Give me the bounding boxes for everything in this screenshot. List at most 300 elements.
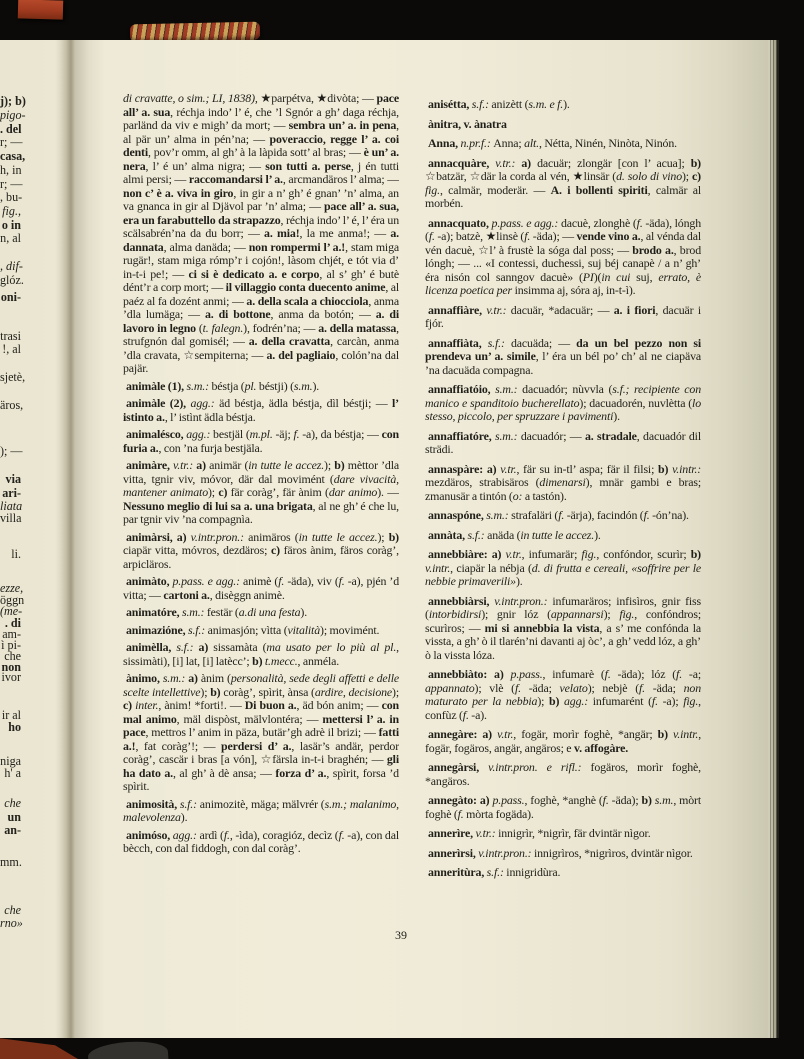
entry-text: b) [641,793,655,807]
facing-page-fragment: am- [2,627,21,641]
facing-page-fragment: . del [0,122,22,136]
headword: animosità, [126,796,178,811]
entry-text: dacuadór; — [520,428,585,443]
entry-text: -äj; [275,427,294,441]
headword: ànitra, [428,116,461,131]
entry-text: p.pass. [492,793,525,807]
dictionary-entry [123,624,399,638]
entry-text: f. [457,806,467,821]
entry-text: innigridùra. [506,865,561,879]
entry-text: , anma da botón; — [270,307,376,321]
entry-text: , stam miga rugär!, stam miga rómp’r i cojón!, làsom chjét, e tót via d’ in-t-i pe!; — [123,239,399,281]
entry-text: )( [593,269,602,284]
entry-text: v.tr. [505,547,522,561]
entry-text: fig. [683,694,699,708]
dictionary-entry [425,383,701,424]
dictionary-entry [425,761,701,788]
headword: animàto, [126,574,170,588]
entry-text: , mòrt foghè ( [425,793,701,821]
entry-text: f. [278,574,288,588]
dictionary-entry [425,529,701,543]
entry-text: s.f.: [484,865,507,879]
entry-text: , j én tutti almi persi; — [123,158,399,186]
entry-text: b) [334,458,348,472]
entry-text: , colón’na dal pajär. [123,347,399,375]
entry-text: -äda), viv ( [287,574,339,588]
entry-text: v.intr.pron.: [190,529,249,544]
entry-text: Di buon a. [244,698,297,712]
facing-page-fragment: liata [0,499,23,513]
entry-text: ); dacuadorén, nuvlètta ( [579,395,693,410]
entry-text: a) [172,529,191,544]
entry-text: cartoni a. [163,587,210,602]
entry-text: -ón’na). [652,508,689,522]
entry-text: c) [218,485,231,499]
headword: animatóre, [126,605,180,619]
entry-text: innigrìros, *nigrìros, dvintär nìgor. [533,845,693,860]
facing-page-fragment: äros, [0,398,24,412]
facing-page-fragment: ezze, [0,581,24,595]
entry-text: strafaläri ( [511,508,559,522]
dictionary-entry [425,728,701,755]
entry-text: v.tr.: [481,302,511,317]
entry-text: fig. [425,182,440,197]
entry-text: in tutte le accez. [520,527,595,542]
entry-text: vende vino a. [576,229,641,243]
entry-text: in tutte le accez. [248,458,325,472]
entry-text: -a); batzè, ★linsè ( [437,229,525,243]
entry-text: -a). [471,707,487,722]
entry-text: l’ istinto a. [123,396,399,424]
entry-text: , mäl dispòst, mälvlontéra; — [176,711,323,726]
entry-text: ( [198,320,203,335]
entry-text: s.m.: [184,378,212,393]
dictionary-entry [425,668,701,722]
book-cover-corner [0,1036,100,1059]
entry-text: errato, è licenza poetica per [425,269,701,297]
entry-text: s.f.; recipiente con manico e spanditoio bucherellato [425,382,701,410]
headword: annerìre, [428,826,473,840]
dictionary-entry [425,509,701,523]
headword: annàta, [428,527,465,542]
entry-text: p.pass. e agg.: [169,574,243,588]
entry-text: ☆batzär, ☆där la corda al vén, ★linsär ( [425,169,617,183]
entry-text: fig. [619,607,635,621]
entry-text: f. [676,667,689,681]
facing-page-fragment: pigo- [0,108,26,122]
headword: annaffiàta, [428,335,482,350]
facing-page-fragment: , bu- [0,190,23,204]
entry-text: appannato [425,680,475,695]
dictionary-entry [425,847,701,861]
entry-text: f. [636,215,646,230]
headword: annacquato, [428,215,489,230]
entry-text: a. i fiori [613,302,656,317]
dictionary-entry [425,137,701,151]
entry-text: f. [651,694,663,708]
facing-page-fragment: mm. [0,855,22,869]
entry-text: , al paéz al fa dozént anmi; — [123,280,399,308]
entry-text: , fat coràg’!; — [135,738,222,753]
dictionary-entry [123,641,399,668]
entry-text: -äda); — [532,229,577,243]
entry-text: färos ànim, färos coràg’, arpicläros. [123,543,399,571]
entry-text: sembra un’ a. in pena [288,118,397,132]
facing-page-fragment: non [1,660,21,674]
entry-text: poveraccio, regge l’ a. coi denti [123,131,399,159]
facing-page-fragment: (me- [0,604,23,618]
entry-text: s.m.: [159,671,189,685]
entry-text: PI [582,269,594,284]
entry-text: velato [559,680,588,695]
facing-page-fragment: che [4,903,21,917]
entry-text: , confóndor, scurìr; [596,547,691,561]
headword: annebbiàrsi, [428,593,490,608]
dictionary-entry [425,866,701,880]
entry-text: brodo a. [632,242,674,257]
entry-text: a) [196,458,210,472]
facing-page-fragment: , dif- [0,259,23,273]
entry-text: ardire, decisione [314,684,393,699]
entry-text: s.m.: [491,428,521,443]
entry-text: -äda); lóz ( [617,667,677,681]
entry-text: , brod lóngh; — ... «I contessi, duchessi, suj béj canapè / a n’ gh’ éra nisón col sanngov dacuè» ( [425,242,701,284]
entry-text: dare vivacità, mantener animato [123,471,399,499]
entry-text: ); [377,529,389,544]
entry-text: f. [223,827,230,842]
entry-text: b) [690,547,701,561]
entry-text: v.tr.: [169,458,197,472]
dictionary-text-block [123,92,701,938]
entry-text: , -ìda), coragióz, decìz ( [229,827,339,842]
entry-text: , alma danäda; — [163,239,249,254]
entry-text: suj, [636,269,659,284]
entry-text: non c’ è a. viva in giro [123,185,234,200]
entry-text: f. [524,229,533,243]
entry-text: mèttor ’dla vitta, tgnir viv, móvor, där dal movimént ( [123,458,399,486]
entry-text: , dacuadór dil strädi. [425,428,701,456]
entry-text: f. [639,680,653,695]
entry-text: , äd bón anim; — [296,698,382,712]
dictionary-entry [123,428,399,455]
entry-text: -a), con dal bècch, con dal fiddogh, con dal coràg’. [123,827,399,855]
entry-text: dacuadór; nùvvla ( [522,382,613,396]
entry-text: ); gnir lóz ( [481,607,551,621]
entry-text: a) [486,461,501,476]
entry-text: ), fodrén’na; — [243,320,319,335]
entry-text: , dacuär i fjór. [425,302,701,330]
entry-text: pl. [244,378,259,393]
entry-text: , al vénda dal vén dacuè, ☆l’ à frustè la sóga dal poss; — [425,229,701,257]
entry-text: raccomandarsi l’ a. [188,172,283,186]
dictionary-entry [123,459,399,527]
headword: annebbiàto: [428,667,495,681]
entry-text: , calmär, moderär. — [439,182,551,197]
entry-text: infumarént ( [592,694,652,708]
dictionary-entry [123,575,399,602]
entry-text: pace all’ a. sua [123,92,399,119]
entry-text: in tutte le accez. [298,529,378,544]
entry-text: con furia a. [123,427,399,455]
entry-text: , réchja indo’ l’ é, che ’l Sgnór a gh’ daga réchja, parländ da viv e migh’ da mort; — [123,104,399,132]
entry-text: f. [338,574,348,588]
dictionary-entry [123,606,399,620]
entry-text: agg.: [170,827,200,842]
dictionary-entry [425,595,701,663]
entry-text: a. del pagliaio [266,347,336,362]
headword: animóso, [126,827,171,842]
entry-text: a) [494,667,511,681]
entry-text: appannarsi [550,607,604,621]
entry-text: b) [658,461,673,476]
entry-text: fatti a.! [123,725,399,753]
entry-text: b) [690,155,701,170]
headword: annebbiàre: [428,547,492,561]
dictionary-entry [123,829,399,856]
entry-text: a. stradale [584,428,637,443]
facing-page-fragment: r; — [0,177,23,191]
entry-text: mettersi l’ a. in pace [123,711,399,739]
entry-text: fogäros, morìr foghè, *angäros. [425,760,701,788]
entry-text: v.tr.: [489,155,522,170]
entry-text: s.m.: [483,508,512,522]
entry-text: insimma aj, sóra aj, in-t-ì). [514,283,636,297]
entry-text: vitalità [287,622,321,637]
page-fore-edge [768,40,779,1038]
facing-page-fragment: li. [11,547,21,561]
entry-text: sissamàta ( [213,640,267,654]
entry-text: -äda; [652,680,684,695]
dictionary-entry [123,798,399,825]
entry-text: v.intr.pron.: [475,845,534,860]
entry-text: , réchja indo’ l’ é, l’ éra un scälsabrén’na da du borr; — [123,212,399,240]
book-cover-shadow [87,1039,168,1059]
entry-text: da un bel pezzo non si prendeva un’ a. simile [425,335,701,363]
entry-text: ); [392,684,399,699]
entry-text: , al s’ gh’ é butè dént’r a corp mort; — [123,266,399,294]
headword: anisétta, [428,97,470,111]
entry-text: festär ( [206,605,239,619]
entry-text: s.f.: [464,527,488,542]
entry-text: , sissimàti), [i] lat, [i] latècc’; [123,640,399,668]
dictionary-entry [425,827,701,841]
entry-text: , al gh’ à dè ansa; — [172,765,276,780]
dictionary-entry [123,92,399,376]
entry-text: , infumarè ( [542,667,605,681]
entry-text: f. [428,229,438,243]
headword: annaspàre: [428,461,487,476]
entry-text: a. della matassa [318,320,397,335]
entry-text: ); [603,607,620,621]
entry-text: m.pl. [249,427,276,441]
facing-page-fragment: niga [0,754,21,768]
entry-text: ma usato per lo più al pl. [266,640,397,654]
entry-text: f. [604,667,618,681]
facing-page-fragment: ivor [1,670,21,684]
entry-text: bestjäl ( [213,427,250,441]
entry-text: f. [602,793,612,807]
entry-text: ); [537,694,550,708]
entry-text: c) [692,169,701,183]
entry-text: -äda; [528,680,560,695]
entry-text: , ciapär la nébja ( [450,560,532,575]
entry-text: ). [515,574,523,588]
dictionary-entry [425,304,701,331]
headword: annaffiatóio, [428,382,491,396]
entry-text: -a; [688,667,701,681]
dictionary-entry [425,337,701,378]
entry-text: ardì ( [199,827,224,842]
entry-text: ); [200,684,211,699]
entry-text: agg.: [564,694,593,708]
facing-page-fragment: n, al [0,231,21,245]
entry-text: son tutti a. perse [265,158,351,173]
entry-text: coràg’, spìrit, ànsa ( [223,684,315,699]
entry-text: dacuäda; — [510,335,577,350]
headword: animalésco, [126,427,184,441]
entry-text: , disèggn animè. [209,587,285,602]
facing-page-fragment: ì pi- [1,638,21,652]
entry-text: ). [594,527,601,542]
entry-text: dar animo [328,485,378,499]
entry-text: v. ànatra [463,116,507,131]
facing-page-fragment: casa, [0,149,26,163]
left-column [123,92,399,938]
headword: annegàrsi, [428,760,480,774]
entry-text: ). [613,409,620,423]
entry-text: , fogär, morìr foghè, *angär; [513,727,658,741]
facing-page-fragment: ); — [0,444,23,458]
facing-page-fragment: villa [0,511,22,525]
entry-text: , Nétta, Ninén, Ninòta, Ninón. [539,136,677,150]
facing-page-fragment: h' a [4,766,21,780]
facing-page-fragment: o in [1,218,21,232]
entry-text: b) [549,694,564,708]
entry-text: c) [270,543,284,557]
headword: annerìrsi, [428,845,476,860]
dictionary-entry [123,397,399,424]
entry-text: ciapär vitta, móvros, dezdäros; [123,543,271,557]
facing-page-fragment: . di [4,616,21,630]
entry-text: -ärja), facindón ( [566,508,644,522]
facing-page-fragment: ir al [1,708,21,722]
entry-text: s.m. [293,378,313,393]
facing-page-fragment: oni- [0,290,21,304]
facing-page-fragment: !, al [2,342,21,356]
entry-text: , arcmandäros l’ alma; — [282,172,399,186]
dictionary-entry [425,548,701,589]
entry-text: s.f.: [481,335,511,350]
entry-text: è un’ a. nera [123,145,399,173]
dictionary-entry [425,463,701,504]
entry-text: a) [491,547,506,561]
facing-page-fragment: glóz. [0,273,24,287]
entry-text: a) [482,727,498,741]
entry-text: a. della cravatta [248,334,331,348]
facing-page-fragment: un [7,810,21,824]
entry-text: , foghè, *anghè ( [524,793,603,807]
facing-page-fragment: öggn [0,593,25,607]
entry-text: animozitè, mäga; mälvrér ( [199,796,325,811]
entry-text: f. [338,827,348,842]
entry-text: a. dannata [123,226,399,254]
gutter-shadow [60,40,108,1038]
dictionary-entry [425,430,701,457]
headword: ànimo, [126,671,160,685]
entry-text: ). [180,810,188,824]
facing-page-fragment: che [4,649,21,663]
entry-text: s.m. e f. [528,97,564,111]
entry-text: ); [682,169,693,183]
entry-text: , anma ’dla lumäga; — [123,293,399,321]
facing-page-fragment: an- [4,823,21,837]
entry-text: infumaräros; infisìros, gnir fiss ( [425,593,701,621]
facing-page-fragment: sjetè, [0,370,26,384]
entry-text: gli ha dato a. [123,752,399,780]
entry-text: agg.: [183,427,214,441]
dictionary-entry [425,217,701,298]
entry-text: mòrta fogäda). [466,806,534,821]
entry-text: , carcàn, anma ’dla cravata, ☆sempiterna; — [123,334,399,362]
entry-text: con mal animo [123,698,399,726]
headword: annegàre: [428,727,483,741]
facing-page-fragment: h, in [0,163,22,177]
facing-page-fragment: via [5,472,21,486]
entry-text: -a), pjén ’d vitta; — [123,574,399,602]
entry-text: , l’ istìnt ädla béstja. [164,409,256,424]
headword: annegàto: [428,793,480,807]
entry-text: b) [252,653,265,668]
dictionary-entry [123,531,399,572]
entry-text: a.di una festa [238,605,301,619]
entry-text: -a); [662,694,684,708]
dictionary-entry [123,380,399,394]
entry-text: ). [312,378,320,393]
entry-text: , con ’na furja bestjäla. [158,440,263,455]
headword: annaspóne, [428,508,484,522]
entry-text: p.pass. [510,667,543,681]
entry-text: , mettros l’ anim in päza, butär’gh adrè il brizi; — [145,725,379,739]
entry-text: perdersi d’ a. [221,738,292,753]
entry-text: animasjón; vìtta ( [207,622,288,637]
headword: annaffiàre, [428,302,482,317]
entry-text: ★parpétva, ★divòta; — [260,92,377,105]
entry-text: , ànim! *forti!. — [158,698,245,712]
entry-text: forza d’ a. [275,765,327,780]
entry-text: d. solo di vino [616,169,682,183]
entry-text: ). — [377,485,399,499]
facing-page-fragment: trasi [0,329,21,343]
entry-text: , lasär’s andär, perdor coràg’, cascär i bras [a vón], ☆färsla in-t-i braghén; — [123,738,399,766]
headword: animazióne, [126,622,186,637]
headword: animàre, [126,458,170,472]
entry-text: fär coràg’, fär ànim ( [230,485,329,499]
entry-text: c) [123,698,136,712]
entry-text: v.intr. [425,560,451,575]
entry-text: béstji) ( [258,378,294,393]
entry-text: , la me anma!; — [299,226,391,240]
entry-text: f. [643,508,653,522]
entry-text: a. di lavoro in legno [123,307,399,335]
headword: animàle (1), [126,378,185,393]
entry-text: v.intr. [673,727,699,741]
entry-text: a) [188,671,201,685]
headword: annacquàre, [428,155,490,170]
entry-text: , calmär al morbén. [425,182,701,210]
entry-text: animè ( [243,574,279,588]
entry-text: -a), da béstja; — [302,427,382,441]
entry-text: , confóndros; scurìros; — [425,607,701,635]
